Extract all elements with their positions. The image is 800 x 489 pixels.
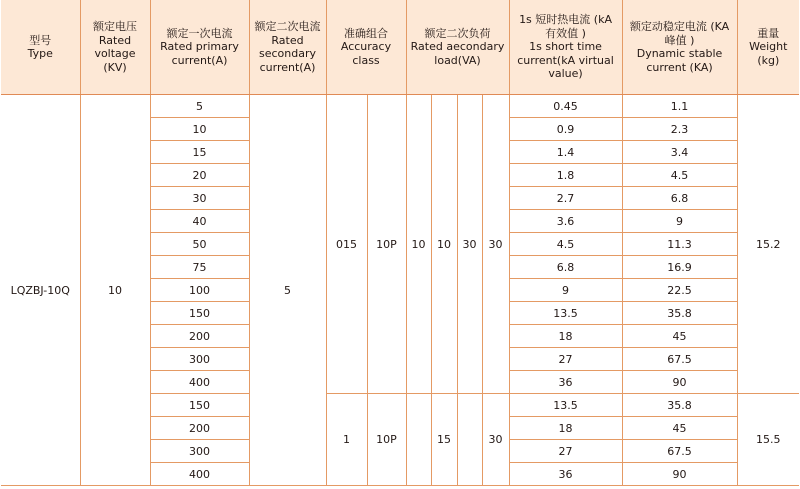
primary-current-cell: 200 [150,417,249,440]
thermal-current-cell: 3.6 [509,210,622,233]
secondary-load-cell [406,394,431,486]
thermal-current-cell: 0.9 [509,118,622,141]
thermal-current-cell: 27 [509,440,622,463]
secondary-load-cell: 30 [482,394,509,486]
primary-current-cell: 20 [150,164,249,187]
thermal-current-cell: 6.8 [509,256,622,279]
header-secondary-load: 额定二次负荷 Rated aecondary load(VA) [406,0,509,95]
weight-cell: 15.5 [737,394,799,486]
accuracy-class-b-cell: 10P [367,95,406,394]
thermal-current-cell: 9 [509,279,622,302]
dynamic-current-cell: 6.8 [622,187,737,210]
primary-current-cell: 10 [150,118,249,141]
dynamic-current-cell: 2.3 [622,118,737,141]
header-dynamic-current: 额定动稳定电流 (KA 峰值 ) Dynamic stable current (KA) [622,0,737,95]
dynamic-current-cell: 16.9 [622,256,737,279]
accuracy-class-a-cell: 1 [326,394,367,486]
secondary-load-cell: 30 [482,95,509,394]
secondary-load-cell: 10 [406,95,431,394]
dynamic-current-cell: 90 [622,371,737,394]
dynamic-current-cell: 67.5 [622,348,737,371]
header-row [1,0,799,95]
thermal-current-cell: 27 [509,348,622,371]
thermal-current-cell: 1.8 [509,164,622,187]
dynamic-current-cell: 45 [622,325,737,348]
dynamic-current-cell: 35.8 [622,302,737,325]
dynamic-current-cell: 1.1 [622,95,737,118]
primary-current-cell: 100 [150,279,249,302]
dynamic-current-cell: 22.5 [622,279,737,302]
primary-current-cell: 150 [150,302,249,325]
primary-current-cell: 50 [150,233,249,256]
thermal-current-cell: 13.5 [509,394,622,417]
secondary-load-cell: 30 [457,95,482,394]
header-primary-current: 额定一次电流 Rated primary current(A) [150,0,249,95]
header-type: 型号 Type [1,0,80,95]
primary-current-cell: 30 [150,187,249,210]
header-thermal-current: 1s 短时热电流 (kA 有效值 ) 1s short time current(kA virtual value) [509,0,622,95]
dynamic-current-cell: 11.3 [622,233,737,256]
dynamic-current-cell: 4.5 [622,164,737,187]
primary-current-cell: 400 [150,463,249,486]
thermal-current-cell: 13.5 [509,302,622,325]
dynamic-current-cell: 35.8 [622,394,737,417]
spec-table [1,0,799,486]
table-row [1,95,799,118]
primary-current-cell: 200 [150,325,249,348]
model-cell: LQZBJ-10Q [1,95,80,486]
weight-cell: 15.2 [737,95,799,394]
accuracy-class-a-cell: 015 [326,95,367,394]
primary-current-cell: 300 [150,440,249,463]
thermal-current-cell: 2.7 [509,187,622,210]
primary-current-cell: 40 [150,210,249,233]
primary-current-cell: 400 [150,371,249,394]
secondary-load-cell: 10 [431,95,457,394]
thermal-current-cell: 1.4 [509,141,622,164]
primary-current-cell: 5 [150,95,249,118]
header-weight: 重量 Weight (kg) [737,0,799,95]
thermal-current-cell: 18 [509,325,622,348]
secondary-current-cell: 5 [249,95,326,486]
primary-current-cell: 150 [150,394,249,417]
header-voltage: 额定电压 Rated voltage (KV) [80,0,150,95]
secondary-load-cell: 15 [431,394,457,486]
thermal-current-cell: 4.5 [509,233,622,256]
dynamic-current-cell: 90 [622,463,737,486]
thermal-current-cell: 18 [509,417,622,440]
primary-current-cell: 300 [150,348,249,371]
header-secondary-current: 额定二次电流 Rated secondary current(A) [249,0,326,95]
secondary-load-cell [457,394,482,486]
thermal-current-cell: 0.45 [509,95,622,118]
thermal-current-cell: 36 [509,463,622,486]
dynamic-current-cell: 9 [622,210,737,233]
thermal-current-cell: 36 [509,371,622,394]
header-accuracy-class: 准确组合 Accuracy class [326,0,406,95]
primary-current-cell: 15 [150,141,249,164]
primary-current-cell: 75 [150,256,249,279]
voltage-cell: 10 [80,95,150,486]
dynamic-current-cell: 45 [622,417,737,440]
accuracy-class-b-cell: 10P [367,394,406,486]
dynamic-current-cell: 67.5 [622,440,737,463]
dynamic-current-cell: 3.4 [622,141,737,164]
